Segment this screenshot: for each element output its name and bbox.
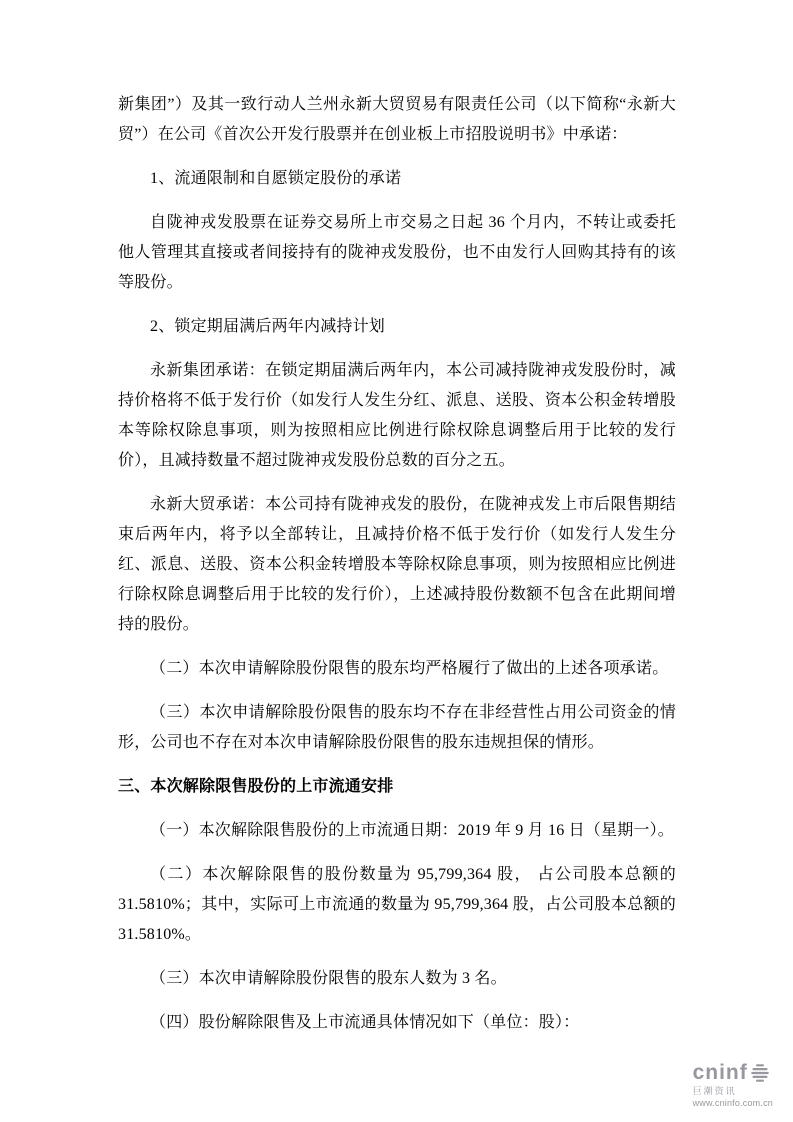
paragraph: （二）本次申请解除股份限售的股东均严格履行了做出的上述各项承诺。 (150, 660, 669, 677)
cninfo-logo-text: cninf (692, 1061, 748, 1085)
paragraph: 永新大贸承诺：本公司持有陇神戎发的股份，在陇神戎发上市后限售期结束后两年内，将予以全部转让，且减持价格不低于发行价（如发行人发生分红、派息、送股、资本公积金转增股本等除权除息事项，则为按照相应比例进行除权除息调整后用于比较的发行价），上述减持股份数额不包含在此期间增持的股份。 (118, 496, 676, 633)
cninfo-footer-logo (693, 1061, 773, 1108)
paragraph: （三）本次申请解除股份限售的股东均不存在非经营性占用公司资金的情形，公司也不存在对本次申请解除股份限售的股东违规担保的情形。 (118, 704, 676, 751)
paragraph: （一）本次解除限售股份的上市流通日期：2019 年 9 月 16 日（星期一）。 (150, 822, 675, 839)
list-item-2: 2、锁定期届满后两年内减持计划 (150, 318, 386, 335)
paragraph: 永新集团承诺：在锁定期届满后两年内，本公司减持陇神戎发股份时，减持价格将不低于发行价（如发行人发生分红、派息、送股、资本公积金转增股本等除权除息事项，则为按照相应比例进行除权除息调整后用于比较的发行价），且减持数量不超过陇神戎发股份总数的百分之五。 (118, 362, 676, 469)
list-item-1: 1、流通限制和自愿锁定股份的承诺 (150, 170, 402, 187)
cninfo-globe-icon (750, 1063, 770, 1083)
paragraph: （四）股份解除限售及上市流通具体情况如下（单位：股）： (150, 1014, 580, 1031)
section-heading: 三、本次解除限售股份的上市流通安排 (118, 778, 394, 795)
paragraph: （二）本次解除限售的股份数量为 95,799,364 股， 占公司股本总额的 31.5810%；其中，实际可上市流通的数量为 95,799,364 股，占公司股本总额的 31.5810%。 (118, 866, 676, 943)
cninfo-url-label: www.cninfo.com.cn (692, 1097, 773, 1108)
cninfo-brand-label: 巨潮资讯 (692, 1086, 737, 1097)
cninfo-logo-row (693, 1061, 773, 1085)
paragraph: （三）本次申请解除股份限售的股东人数为 3 名。 (150, 970, 507, 987)
paragraph: 自陇神戎发股票在证券交易所上市交易之日起 36 个月内，不转让或委托他人管理其直接或者间接持有的陇神戎发股份，也不由发行人回购其持有的该等股份。 (118, 214, 676, 291)
paragraph-continuation: 新集团”）及其一致行动人兰州永新大贸贸易有限责任公司（以下简称“永新大贸”）在公司《首次公开发行股票并在创业板上市招股说明书》中承诺： (118, 96, 676, 143)
